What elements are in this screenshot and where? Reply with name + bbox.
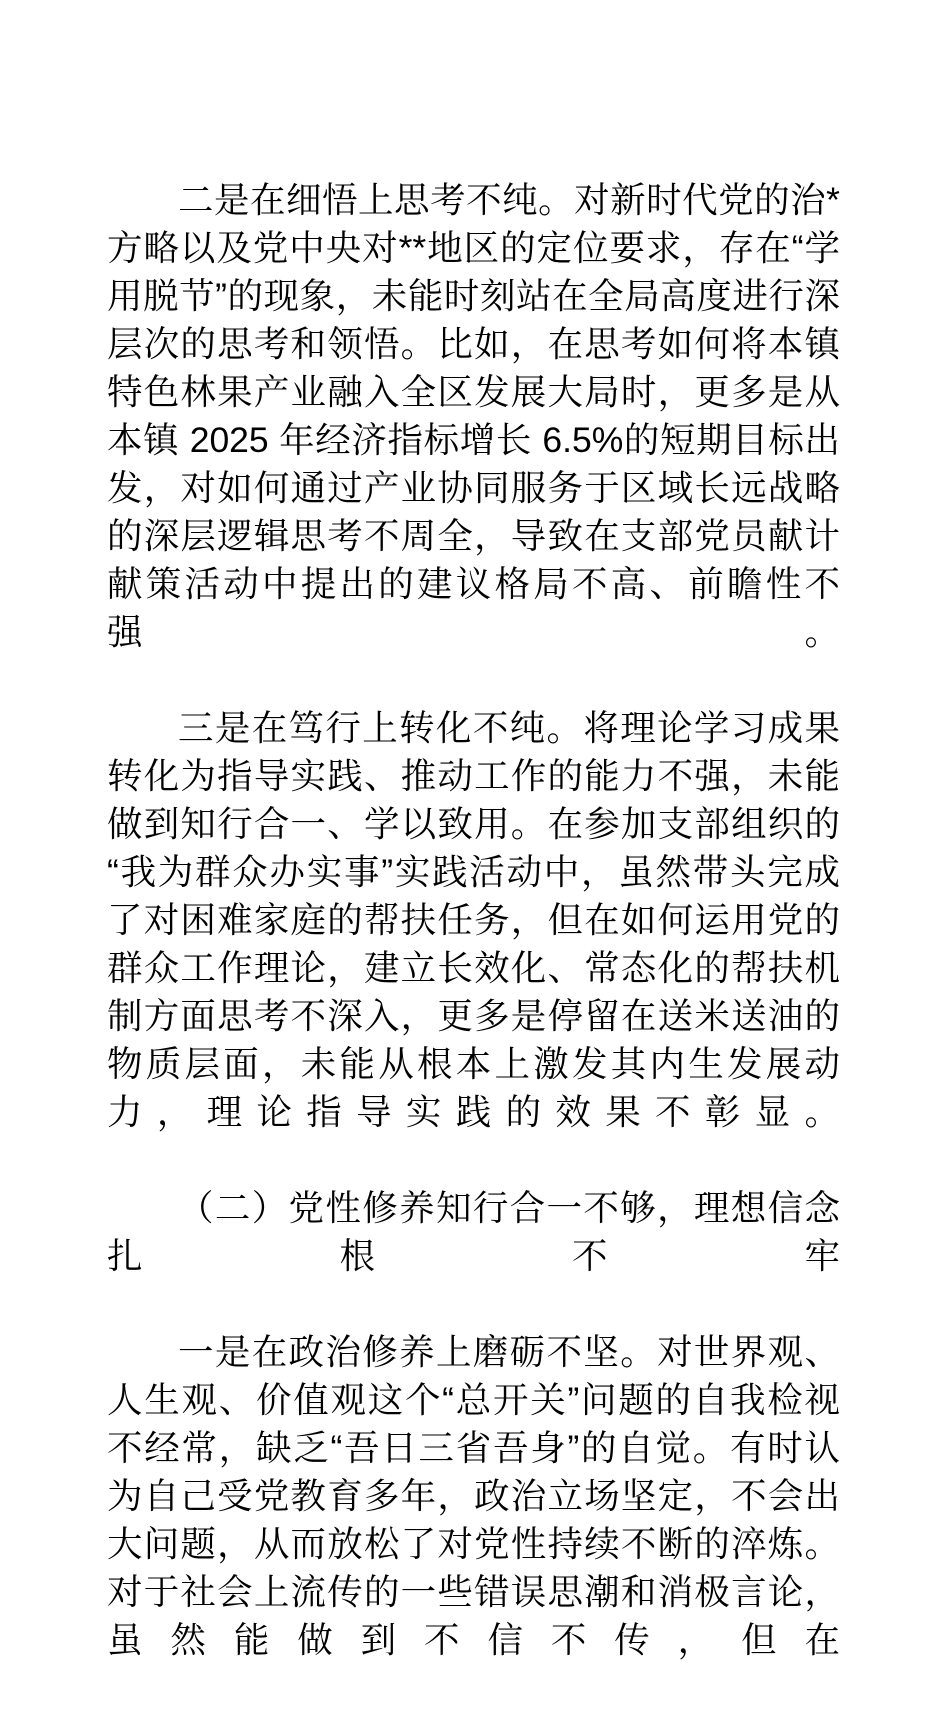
paragraph-yi-shi-zheng-zhi-xiu-yang: 一是在政治修养上磨砺不坚。对世界观、人生观、价值观这个“总开关”问题的自我检视不经常，缺乏“吾日三省吾身”的自觉。有时认为自己受党教育多年，政治立场坚定，不会出大问题，从而放松了对党性持续不断的淬炼。对于社会上流传的一些错误思潮和消极言论，虽然能做到不信不传，但在 <box>107 1332 840 1660</box>
section-heading-er: （二）党性修养知行合一不够，理想信念扎根不牢 <box>107 1188 840 1276</box>
paragraph-er-shi-xi-wu: 二是在细悟上思考不纯。对新时代党的治*方略以及党中央对**地区的定位要求，存在“学用脱节”的现象，未能时刻站在全局高度进行深层次的思考和领悟。比如，在思考如何将本镇特色林果产业融入全区发展大局时，更多是从本镇 2025 年经济指标增长 6.5%的短期目标出发，对如何通过产业协同服务于区域长远战略的深层逻辑思考不周全，导致在支部党员献计献策活动中提出的建议格局不高、前瞻性不强。 <box>107 180 840 652</box>
paragraph-san-shi-du-xing: 三是在笃行上转化不纯。将理论学习成果转化为指导实践、推动工作的能力不强，未能做到知行合一、学以致用。在参加支部组织的“我为群众办实事”实践活动中，虽然带头完成了对困难家庭的帮扶任务，但在如何运用党的群众工作理论，建立长效化、常态化的帮扶机制方面思考不深入，更多是停留在送米送油的物质层面，未能从根本上激发其内生发展动力，理论指导实践的效果不彰显。 <box>107 708 840 1132</box>
document-body-text <box>107 176 840 1712</box>
